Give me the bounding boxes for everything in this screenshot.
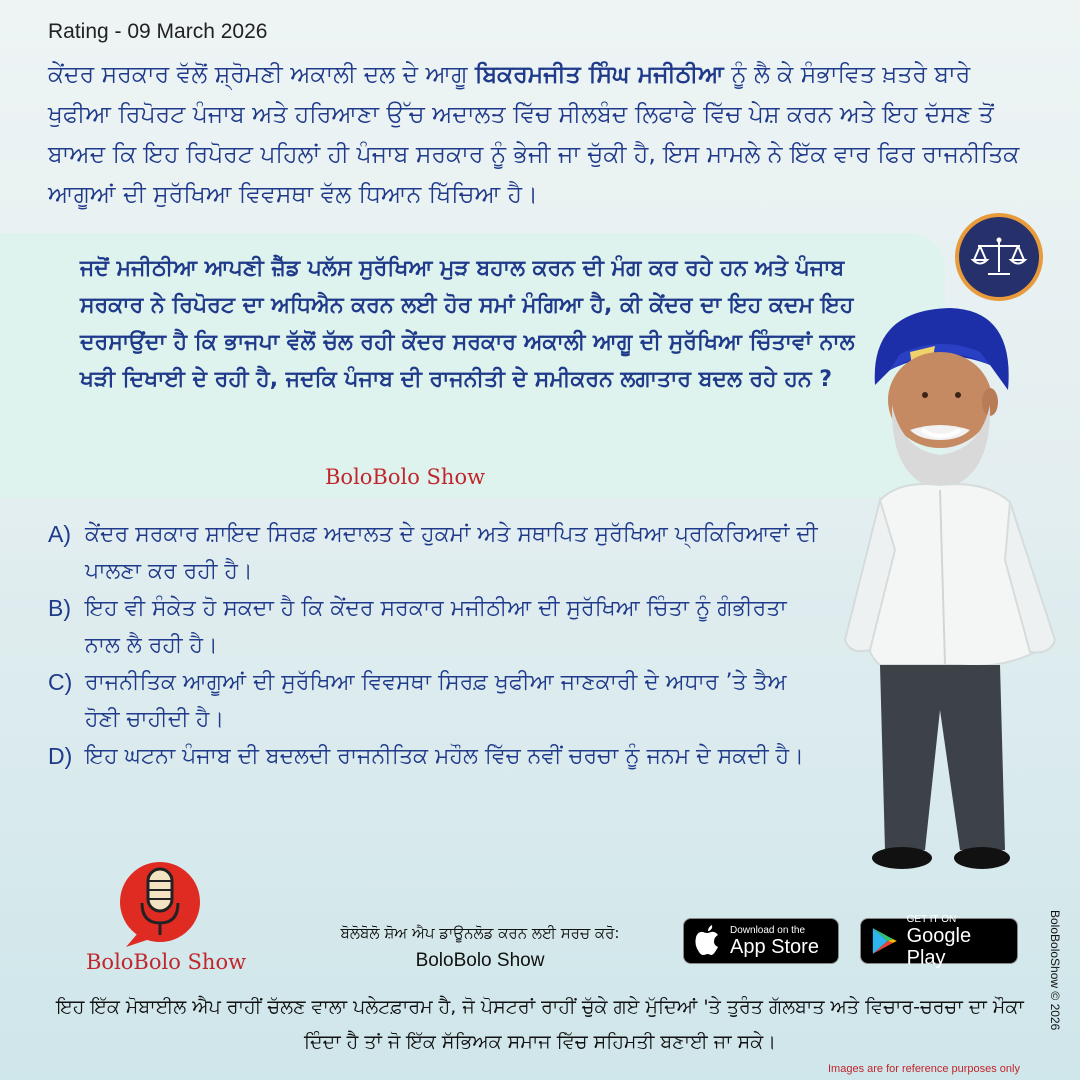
google-play-button[interactable]	[860, 913, 1018, 969]
intro-post: ਨੂੰ ਲੈ ਕੇ ਸੰਭਾਵਿਤ ਖ਼ਤਰੇ ਬਾਰੇ ਖੁਫੀਆ ਰਿਪੋਰਟ ਪੰਜਾਬ ਅਤੇ ਹਰਿਆਣਾ ਉੱਚ ਅਦਾਲਤ ਵਿੱਚ ਸੀਲਬੰਦ ਲਿਫਾਫੇ ਵਿੱਚ ਪੇਸ਼ ਕਰਨ ਅਤੇ ਇਹ ਦੱਸਣ ਤੋਂ ਬਾਅਦ ਕਿ ਇਹ ਰਿਪੋਰਟ ਪਹਿਲਾਂ ਹੀ ਪੰਜਾਬ ਸਰਕਾਰ ਨੂੰ ਭੇਜੀ ਜਾ ਚੁੱਕੀ ਹੈ, ਇਸ ਮਾਮਲੇ ਨੇ ਇੱਕ ਵਾਰ ਫਿਰ ਰਾਜਨੀਤਿਕ ਆਗੂਆਂ ਦੀ ਸੁਰੱਖਿਆ ਵਿਵਸਥਾ ਵੱਲ ਧਿਆਨ ਖਿੱਚਿਆ ਹੈ।	[48, 60, 1020, 208]
google-play-small: GET IT ON	[906, 913, 957, 925]
brand-watermark: BoloBolo Show	[325, 465, 486, 489]
option-d[interactable]	[48, 738, 818, 775]
apple-icon	[694, 925, 722, 957]
app-store-small: Download on the	[730, 924, 806, 936]
option-letter: C)	[48, 669, 73, 695]
question-text: ਜਦੋਂ ਮਜੀਠੀਆ ਆਪਣੀ ਜ਼ੈੱਡ ਪਲੱਸ ਸੁਰੱਖਿਆ ਮੁੜ ਬਹਾਲ ਕਰਨ ਦੀ ਮੰਗ ਕਰ ਰਹੇ ਹਨ ਅਤੇ ਪੰਜਾਬ ਸਰਕਾਰ ਨੇ ਰਿਪੋਰਟ ਦਾ ਅਧਿਐਨ ਕਰਨ ਲਈ ਹੋਰ ਸਮਾਂ ਮੰਗਿਆ ਹੈ, ਕੀ ਕੇਂਦਰ ਦਾ ਇਹ ਕਦਮ ਇਹ ਦਰਸਾਉਂਦਾ ਹੈ ਕਿ ਭਾਜਪਾ ਵੱਲੋਂ ਚੱਲ ਰਹੀ ਕੇਂਦਰ ਸਰਕਾਰ ਅਕਾਲੀ ਆਗੂ ਦੀ ਸੁਰੱਖਿਆ ਚਿੰਤਾਵਾਂ ਨਾਲ ਖੜੀ ਦਿਖਾਈ ਦੇ ਰਹੀ ਹੈ, ਜਦਕਿ ਪੰਜਾਬ ਦੀ ਰਾਜਨੀਤੀ ਦੇ ਸਮੀਕਰਨ ਲਗਾਤਾਰ ਬਦਲ ਰਹੇ ਹਨ ?	[80, 256, 855, 392]
option-text: ਇਹ ਘਟਨਾ ਪੰਜਾਬ ਦੀ ਬਦਲਦੀ ਰਾਜਨੀਤਿਕ ਮਹੌਲ ਵਿੱਚ ਨਵੀਂ ਚਰਚਾ ਨੂੰ ਜਨਮ ਦੇ ਸਕਦੀ ਹੈ।	[85, 744, 804, 769]
image-disclaimer: Images are for reference purposes only	[828, 1063, 1020, 1075]
download-app-name: BoloBolo Show	[415, 950, 545, 971]
intro-highlight-name: ਬਿਕਰਮਜੀਤ ਸਿੰਘ ਮਜੀਠੀਆ	[474, 60, 724, 88]
brand-logo-text: BoloBolo Show	[86, 950, 247, 974]
leader-caricature	[840, 290, 1080, 890]
app-store-big: App Store	[730, 935, 819, 958]
option-c[interactable]	[48, 664, 818, 738]
download-instruction: ਬੋਲੋਬੋਲੋ ਸ਼ੋਅ ਐਪ ਡਾਊਨਲੋਡ ਕਰਨ ਲਈ ਸਰਚ ਕਰੋ:	[340, 924, 620, 942]
option-b[interactable]	[48, 590, 818, 664]
justice-scale-icon	[955, 213, 1043, 301]
intro-paragraph	[48, 54, 1038, 214]
google-play-big: Google Play	[906, 924, 972, 969]
microphone-icon	[118, 855, 218, 950]
intro-pre: ਕੇਂਦਰ ਸਰਕਾਰ ਵੱਲੋਂ ਸ਼੍ਰੋਮਣੀ ਅਕਾਲੀ ਦਲ ਦੇ ਆਗੂ	[48, 60, 475, 88]
option-letter: A)	[48, 521, 71, 547]
option-a[interactable]	[48, 516, 818, 590]
footer-description: ਇਹ ਇੱਕ ਮੋਬਾਈਲ ਐਪ ਰਾਹੀਂ ਚੱਲਣ ਵਾਲਾ ਪਲੇਟਫ਼ਾਰਮ ਹੈ, ਜੋ ਪੋਸਟਰਾਂ ਰਾਹੀਂ ਚੁੱਕੇ ਗਏ ਮੁੱਦਿਆਂ 'ਤੇ ਤੁਰੰਤ ਗੱਲਬਾਤ ਅਤੇ ਵਿਚਾਰ-ਚਰਚਾ ਦਾ ਮੌਕਾ ਦਿੰਦਾ ਹੈ ਤਾਂ ਜੋ ਇੱਕ ਸੱਭਿਅਕ ਸਮਾਜ ਵਿੱਚ ਸਹਿਮਤੀ ਬਣਾਈ ਜਾ ਸਕੇ।	[56, 996, 1024, 1053]
option-text: ਕੇਂਦਰ ਸਰਕਾਰ ਸ਼ਾਇਦ ਸਿਰਫ਼ ਅਦਾਲਤ ਦੇ ਹੁਕਮਾਂ ਅਤੇ ਸਥਾਪਿਤ ਸੁਰੱਖਿਆ ਪ੍ਰਕਿਰਿਆਵਾਂ ਦੀ ਪਾਲਣਾ ਕਰ ਰਹੀ ਹੈ।	[85, 522, 818, 584]
answer-options	[48, 516, 818, 775]
option-letter: B)	[48, 595, 71, 621]
app-store-button[interactable]	[683, 918, 839, 964]
option-letter: D)	[48, 743, 73, 769]
option-text: ਰਾਜਨੀਤਿਕ ਆਗੂਆਂ ਦੀ ਸੁਰੱਖਿਆ ਵਿਵਸਥਾ ਸਿਰਫ਼ ਖੁਫੀਆ ਜਾਣਕਾਰੀ ਦੇ ਅਧਾਰ ’ਤੇ ਤੈਅ ਹੋਣੀ ਚਾਹੀਦੀ ਹੈ।	[85, 670, 787, 732]
google-play-icon	[871, 925, 899, 957]
copyright-credit: BoloBoloShow © 2026	[1048, 910, 1062, 1031]
option-text: ਇਹ ਵੀ ਸੰਕੇਤ ਹੋ ਸਕਦਾ ਹੈ ਕਿ ਕੇਂਦਰ ਸਰਕਾਰ ਮਜੀਠੀਆ ਦੀ ਸੁਰੱਖਿਆ ਚਿੰਤਾ ਨੂੰ ਗੰਭੀਰਤਾ ਨਾਲ ਲੈ ਰਹੀ ਹੈ।	[85, 596, 787, 658]
rating-date: Rating - 09 March 2026	[48, 20, 268, 43]
